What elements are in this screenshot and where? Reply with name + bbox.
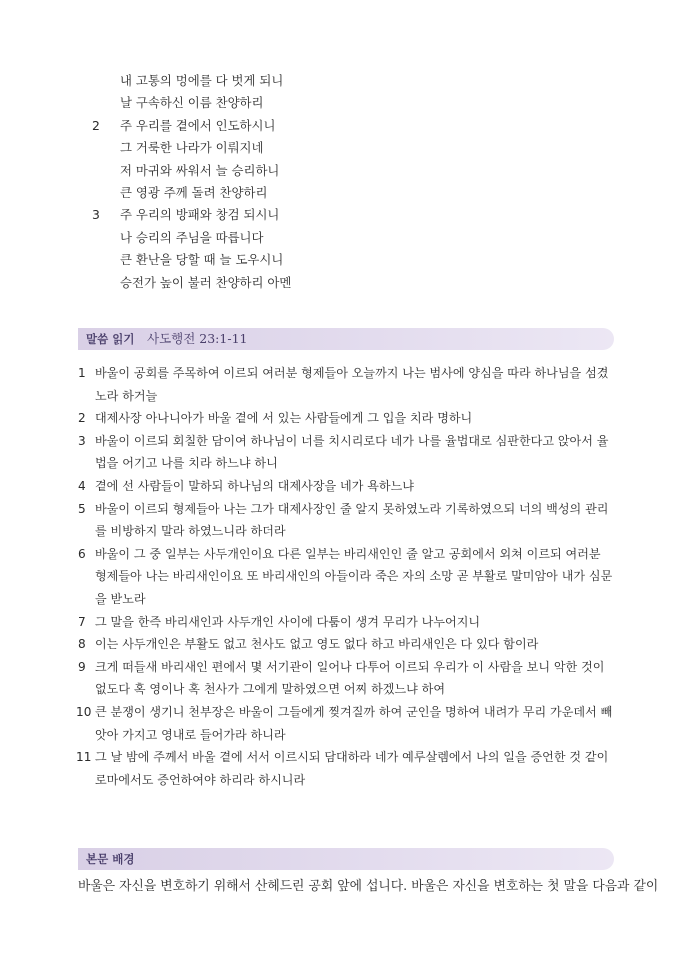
section-label: 본문 배경	[86, 852, 135, 866]
verse-number: 5	[78, 501, 86, 516]
verse	[78, 633, 616, 656]
hymn-line-text: 승전가 높이 불러 찬양하리 아멘	[120, 274, 292, 290]
scripture-verses	[78, 362, 616, 791]
verse-number: 8	[78, 637, 86, 652]
hymn-line-text: 주 우리를 곁에서 인도하시니	[120, 117, 276, 133]
text-background-header	[78, 848, 614, 870]
verse	[78, 611, 616, 634]
hymn-line	[92, 272, 612, 294]
verse-text: 큰 분쟁이 생기니 천부장은 바울이 그들에게 찢겨질까 하여 군인을 명하여 내려가 무리 가운데서 빼앗아 가지고 영내로 들어가라 하니라	[95, 704, 613, 742]
verse-text: 곁에 선 사람들이 말하되 하나님의 대제사장을 네가 욕하느냐	[95, 478, 414, 493]
verse	[78, 746, 616, 791]
verse-text: 크게 떠들새 바리새인 편에서 몇 서기관이 일어나 다투어 이르되 우리가 이 사람을 보니 악한 것이 없도다 혹 영이나 혹 천사가 그에게 말하였으면 어찌 하겠느냐 하여	[95, 659, 605, 697]
verse	[78, 498, 616, 543]
verse-number: 9	[78, 659, 86, 674]
verse	[78, 362, 616, 407]
hymn-line	[92, 115, 612, 137]
hymn-line	[92, 249, 612, 271]
hymn-line	[92, 92, 612, 114]
verse-number: 7	[78, 614, 86, 629]
verse-text: 바울이 이르되 회칠한 담이여 하나님이 너를 치시리로다 네가 나를 율법대로 심판한다고 앉아서 율법을 어기고 나를 치라 하느냐 하니	[95, 433, 609, 471]
verse	[78, 543, 616, 611]
hymn-line-text: 내 고통의 멍에를 다 벗게 되니	[120, 73, 284, 88]
background-paragraph: 바울은 자신을 변호하기 위해서 산헤드린 공회 앞에 섭니다. 바울은 자신을 변호하는 첫 말을 다음과 같이	[78, 879, 659, 894]
hymn-line-text: 저 마귀와 싸워서 늘 승리하니	[120, 162, 280, 178]
stanza-number: 3	[92, 207, 100, 223]
verse	[78, 407, 616, 430]
verse	[78, 430, 616, 475]
verse-number: 6	[78, 546, 86, 561]
hymn-line-text: 나 승리의 주님을 따릅니다	[120, 229, 264, 245]
verse-text: 그 말을 한즉 바리새인과 사두개인 사이에 다툼이 생겨 무리가 나누어지니	[95, 614, 481, 629]
hymn-line	[92, 182, 612, 204]
verse-text: 바울이 그 중 일부는 사두개인이요 다른 일부는 바리새인인 줄 알고 공회에서 외쳐 이르되 여러분 형제들아 나는 바리새인이요 또 바리새인의 아들이라 죽은 자의 소망 곧 부활로 말미암아 내가 심문을 받노라	[95, 546, 613, 606]
verse-number: 10	[76, 704, 92, 719]
hymn-line-text: 큰 환난을 당할 때 늘 도우시니	[120, 252, 284, 268]
verse-number: 2	[78, 411, 86, 426]
hymn-line	[92, 160, 612, 182]
verse-text: 바울이 이르되 형제들아 나는 그가 대제사장인 줄 알지 못하였노라 기록하였으되 너의 백성의 관리를 비방하지 말라 하였느니라 하더라	[95, 501, 609, 539]
verse-number: 1	[78, 366, 86, 380]
hymn-line-text: 날 구속하신 이름 찬양하리	[120, 95, 264, 111]
verse	[78, 701, 616, 746]
hymn-line	[92, 70, 612, 92]
verse-text: 이는 사두개인은 부활도 없고 천사도 없고 영도 없다 하고 바리새인은 다 있다 함이라	[95, 637, 539, 652]
verse	[78, 475, 616, 498]
verse-number: 4	[78, 478, 86, 493]
verse-text: 그 날 밤에 주께서 바울 곁에 서서 이르시되 담대하라 네가 예루살렘에서 나의 일을 증언한 것 같이 로마에서도 증언하여야 하리라 하시니라	[95, 750, 609, 787]
section-label: 말씀 읽기	[86, 332, 135, 346]
verse-number: 11	[76, 750, 92, 765]
hymn-line	[92, 137, 612, 159]
verse-text: 바울이 공회를 주목하여 이르되 여러분 형제들아 오늘까지 나는 범사에 양심을 따라 하나님을 섬겼노라 하거늘	[95, 366, 609, 403]
verse-number: 3	[78, 433, 86, 448]
hymn-line-text: 주 우리의 방패와 창검 되시니	[120, 207, 280, 223]
hymn-lyrics	[92, 70, 612, 294]
scripture-reference: 사도행전 23:1-11	[147, 331, 248, 346]
verse	[78, 656, 616, 701]
hymn-line	[92, 204, 612, 226]
verse-text: 대제사장 아나니아가 바울 곁에 서 있는 사람들에게 그 입을 치라 명하니	[95, 411, 473, 426]
hymn-line-text: 그 거룩한 나라가 이뤄지네	[120, 140, 264, 156]
hymn-line	[92, 227, 612, 249]
scripture-reading-header	[78, 328, 614, 350]
hymn-line-text: 큰 영광 주께 돌려 찬양하리	[120, 184, 268, 200]
stanza-number: 2	[92, 117, 100, 133]
